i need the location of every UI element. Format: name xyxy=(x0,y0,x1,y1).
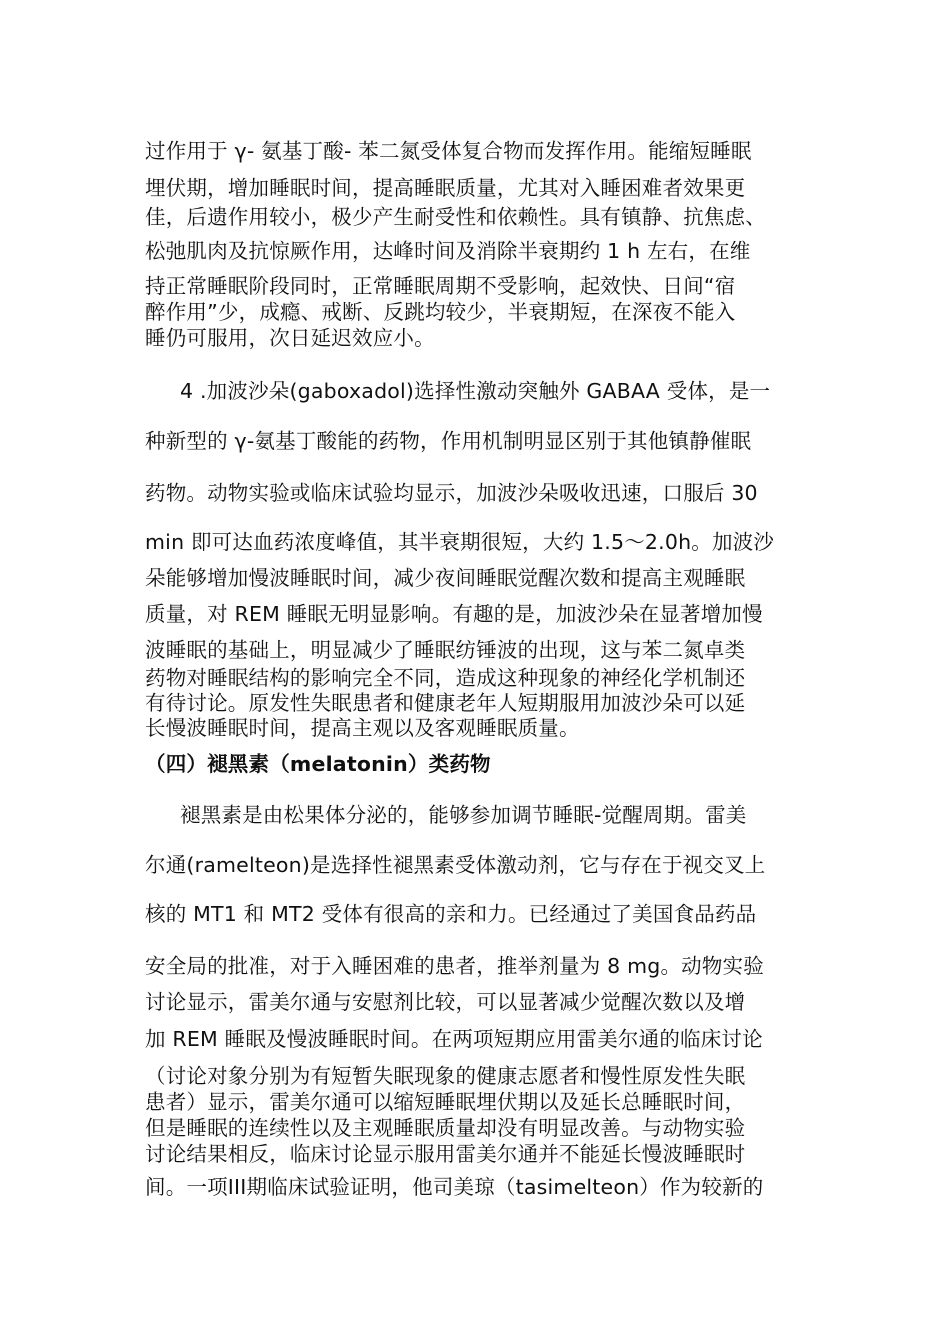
paragraph-1-line-3: 佳，后遗作用较小，极少产生耐受性和依赖性。具有镇静、抗焦虑、 xyxy=(145,205,766,229)
paragraph-2-line-7: 波睡眠的基础上，明显减少了睡眠纺锤波的出现，这与苯二氮卓类 xyxy=(145,638,746,662)
paragraph-1-line-1: 过作用于 γ- 氨基丁酸- 苯二氮受体复合物而发挥作用。能缩短睡眠 xyxy=(145,139,752,163)
paragraph-2-line-2: 种新型的 γ-氨基丁酸能的药物，作用机制明显区别于其他镇静催眠 xyxy=(145,429,752,453)
paragraph-1-line-6: 醉作用”少，成瘾、戒断、反跳均较少，半衰期短，在深夜不能入 xyxy=(145,300,736,324)
paragraph-1-line-7: 睡仍可服用，次日延迟效应小。 xyxy=(145,326,435,350)
paragraph-2-line-6: 质量，对 REM 睡眠无明显影响。有趣的是，加波沙朵在显著增加慢 xyxy=(145,602,763,626)
paragraph-2-line-4: min 即可达血药浓度峰值，其半衰期很短，大约 1.5～2.0h。加波沙 xyxy=(145,530,775,554)
paragraph-2-line-10: 长慢波睡眠时间，提高主观以及客观睡眠质量。 xyxy=(145,716,580,740)
paragraph-2-line-1: 4 .加波沙朵(gaboxadol)选择性激动突触外 GABAA 受体，是一 xyxy=(180,379,771,403)
paragraph-2-line-9: 有待讨论。原发性失眠患者和健康老年人短期服用加波沙朵可以延 xyxy=(145,691,746,715)
paragraph-3-line-4: 安全局的批准，对于入睡困难的患者，推举剂量为 8 mg。动物实验 xyxy=(145,954,764,978)
paragraph-3-line-5: 讨论显示，雷美尔通与安慰剂比较，可以显著减少觉醒次数以及增 xyxy=(145,990,746,1014)
paragraph-3-line-2: 尔通(ramelteon)是选择性褪黑素受体激动剂，它与存在于视交叉上 xyxy=(145,853,766,877)
paragraph-3-line-11: 间。一项III期临床试验证明，他司美琼（tasimelteon）作为较新的 xyxy=(145,1175,764,1199)
paragraph-3-line-10: 讨论结果相反，临床讨论显示服用雷美尔通并不能延长慢波睡眠时 xyxy=(145,1142,746,1166)
paragraph-3-line-1: 褪黑素是由松果体分泌的，能够参加调节睡眠-觉醒周期。雷美 xyxy=(180,803,747,827)
paragraph-2-line-3: 药物。动物实验或临床试验均显示，加波沙朵吸收迅速，口服后 30 xyxy=(145,481,758,505)
paragraph-1-line-2: 埋伏期，增加睡眠时间，提高睡眠质量，尤其对入睡困难者效果更 xyxy=(145,176,746,200)
section-heading: （四）褪黑素（melatonin）类药物 xyxy=(145,752,491,776)
paragraph-3-line-9: 但是睡眠的连续性以及主观睡眠质量却没有明显改善。与动物实验 xyxy=(145,1116,746,1140)
paragraph-1-line-4: 松弛肌肉及抗惊厥作用，达峰时间及消除半衰期约 1 h 左右，在维 xyxy=(145,239,751,263)
paragraph-1-line-5: 持正常睡眠阶段同时，正常睡眠周期不受影响，起效快、日间“宿 xyxy=(145,274,736,298)
paragraph-3-line-3: 核的 MT1 和 MT2 受体有很高的亲和力。已经通过了美国食品药品 xyxy=(145,902,757,926)
paragraph-3-line-8: 患者）显示，雷美尔通可以缩短睡眠埋伏期以及延长总睡眠时间， xyxy=(145,1090,746,1114)
paragraph-2-line-8: 药物对睡眠结构的影响完全不同，造成这种现象的神经化学机制还 xyxy=(145,666,746,690)
paragraph-2-line-5: 朵能够增加慢波睡眠时间，减少夜间睡眠觉醒次数和提高主观睡眠 xyxy=(145,566,746,590)
paragraph-3-line-6: 加 REM 睡眠及慢波睡眠时间。在两项短期应用雷美尔通的临床讨论 xyxy=(145,1027,763,1051)
paragraph-3-line-7: （讨论对象分别为有短暂失眠现象的健康志愿者和慢性原发性失眠 xyxy=(145,1064,746,1088)
